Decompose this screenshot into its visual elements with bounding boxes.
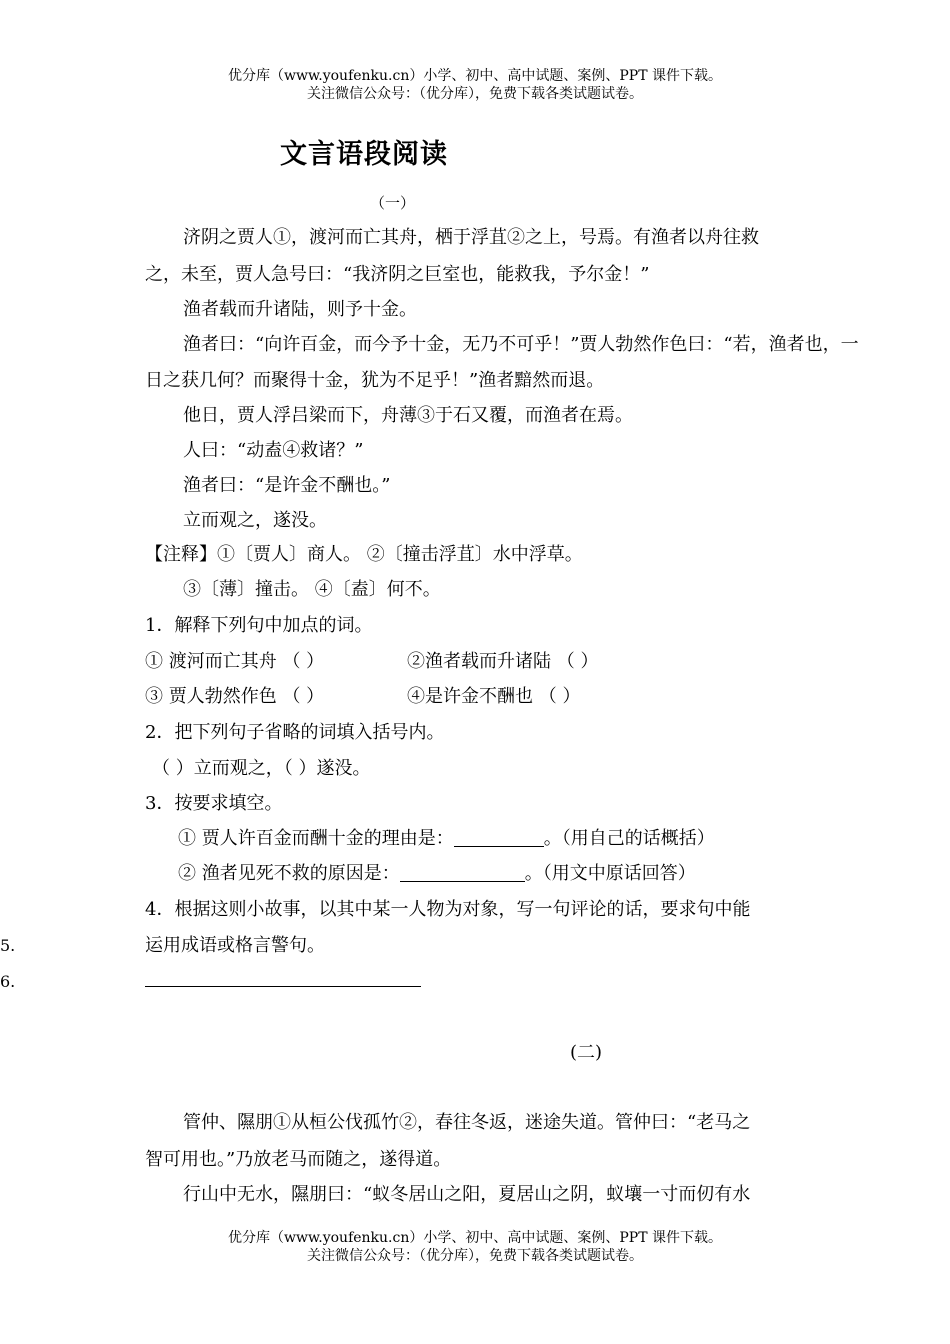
answer-line[interactable] [145,986,421,987]
question3-item2-prompt: ② 渔者见死不救的原因是： [178,863,400,884]
page-header-line2: 关注微信公众号：（优分库），免费下载各类试题试卷。 [307,86,643,102]
page-footer-line1: 优分库（www.youfenku.cn）小学、初中、高中试题、案例、PPT 课件下载。 [227,1230,722,1246]
question1: 1．解释下列句中加点的词。 [145,615,373,636]
s1-paragraph2: 渔者载而升诸陆，则予十金。 [183,299,417,320]
question1-item2: ②渔者载而升诸陆 （ ） [407,651,599,672]
s2-paragraph1-line2: 智可用也。”乃放老马而随之，遂得道。 [145,1149,452,1170]
s2-paragraph1-line1: 管仲、隰朋①从桓公伐孤竹②，春往冬返，迷途失道。管仲曰：“老马之 [183,1112,751,1133]
notes-line1: 【注释】①〔贾人〕商人。 ②〔撞击浮苴〕水中浮草。 [145,544,583,565]
s1-paragraph4: 他日，贾人浮吕梁而下，舟薄③于石又覆，而渔者在焉。 [183,405,633,426]
question2-line: （ ）立而观之，（ ）遂没。 [152,758,371,779]
s1-paragraph7: 立而观之，遂没。 [183,510,327,531]
question1-item3: ③ 贾人勃然作色 （ ） [145,686,325,707]
page-title: 文言语段阅读 [280,139,448,170]
page-header-line1: 优分库（www.youfenku.cn）小学、初中、高中试题、案例、PPT 课件下载。 [227,68,722,84]
question1-item1: ① 渡河而亡其舟 （ ） [145,651,325,672]
question3: 3．按要求填空。 [145,793,283,814]
question3-item1-hint: 。（用自己的话概括） [543,828,715,849]
s1-paragraph1-line1: 济阴之贾人①，渡河而亡其舟，栖于浮苴②之上，号焉。有渔者以舟往救 [183,227,759,248]
question4-line2: 运用成语或格言警句。 [145,935,325,956]
question3-item1-prompt: ① 贾人许百金而酬十金的理由是： [178,828,454,849]
s2-paragraph2-line1: 行山中无水，隰朋曰：“蚁冬居山之阳，夏居山之阴，蚁壤一寸而仞有水 [183,1184,751,1205]
s1-paragraph3-line2: 日之获几何？而聚得十金，犹为不足乎！”渔者黯然而退。 [145,370,605,391]
question3-item1 [178,827,715,851]
question2: 2．把下列句子省略的词填入括号内。 [145,722,445,743]
question3-item2-hint: 。（用文中原话回答） [524,863,696,884]
answer-blank[interactable] [454,828,544,847]
answer-blank[interactable] [400,863,525,882]
margin-number-5: 5. [0,936,16,955]
s1-paragraph6: 渔者曰：“是许金不酬也。” [183,475,391,496]
section2-label: (二) [570,1042,603,1063]
page-footer-line2: 关注微信公众号：（优分库），免费下载各类试题试卷。 [307,1248,643,1264]
question4-line1: 4．根据这则小故事，以其中某一人物为对象，写一句评论的话，要求句中能 [145,899,751,920]
question1-item4: ④是许金不酬也 （ ） [407,686,581,707]
notes-line2: ③〔薄〕撞击。 ④〔盍〕何不。 [183,579,441,600]
margin-number-6: 6. [0,972,16,991]
s1-paragraph5: 人曰：“动盍④救诸？” [183,440,364,461]
s1-paragraph1-line2: 之，未至，贾人急号曰：“我济阴之巨室也，能救我，予尔金！” [145,264,650,285]
section1-label: （一） [370,194,416,212]
question3-item2 [178,862,696,886]
s1-paragraph3-line1: 渔者曰：“向许百金，而今予十金，无乃不可乎！”贾人勃然作色曰：“若，渔者也，一 [183,334,859,355]
